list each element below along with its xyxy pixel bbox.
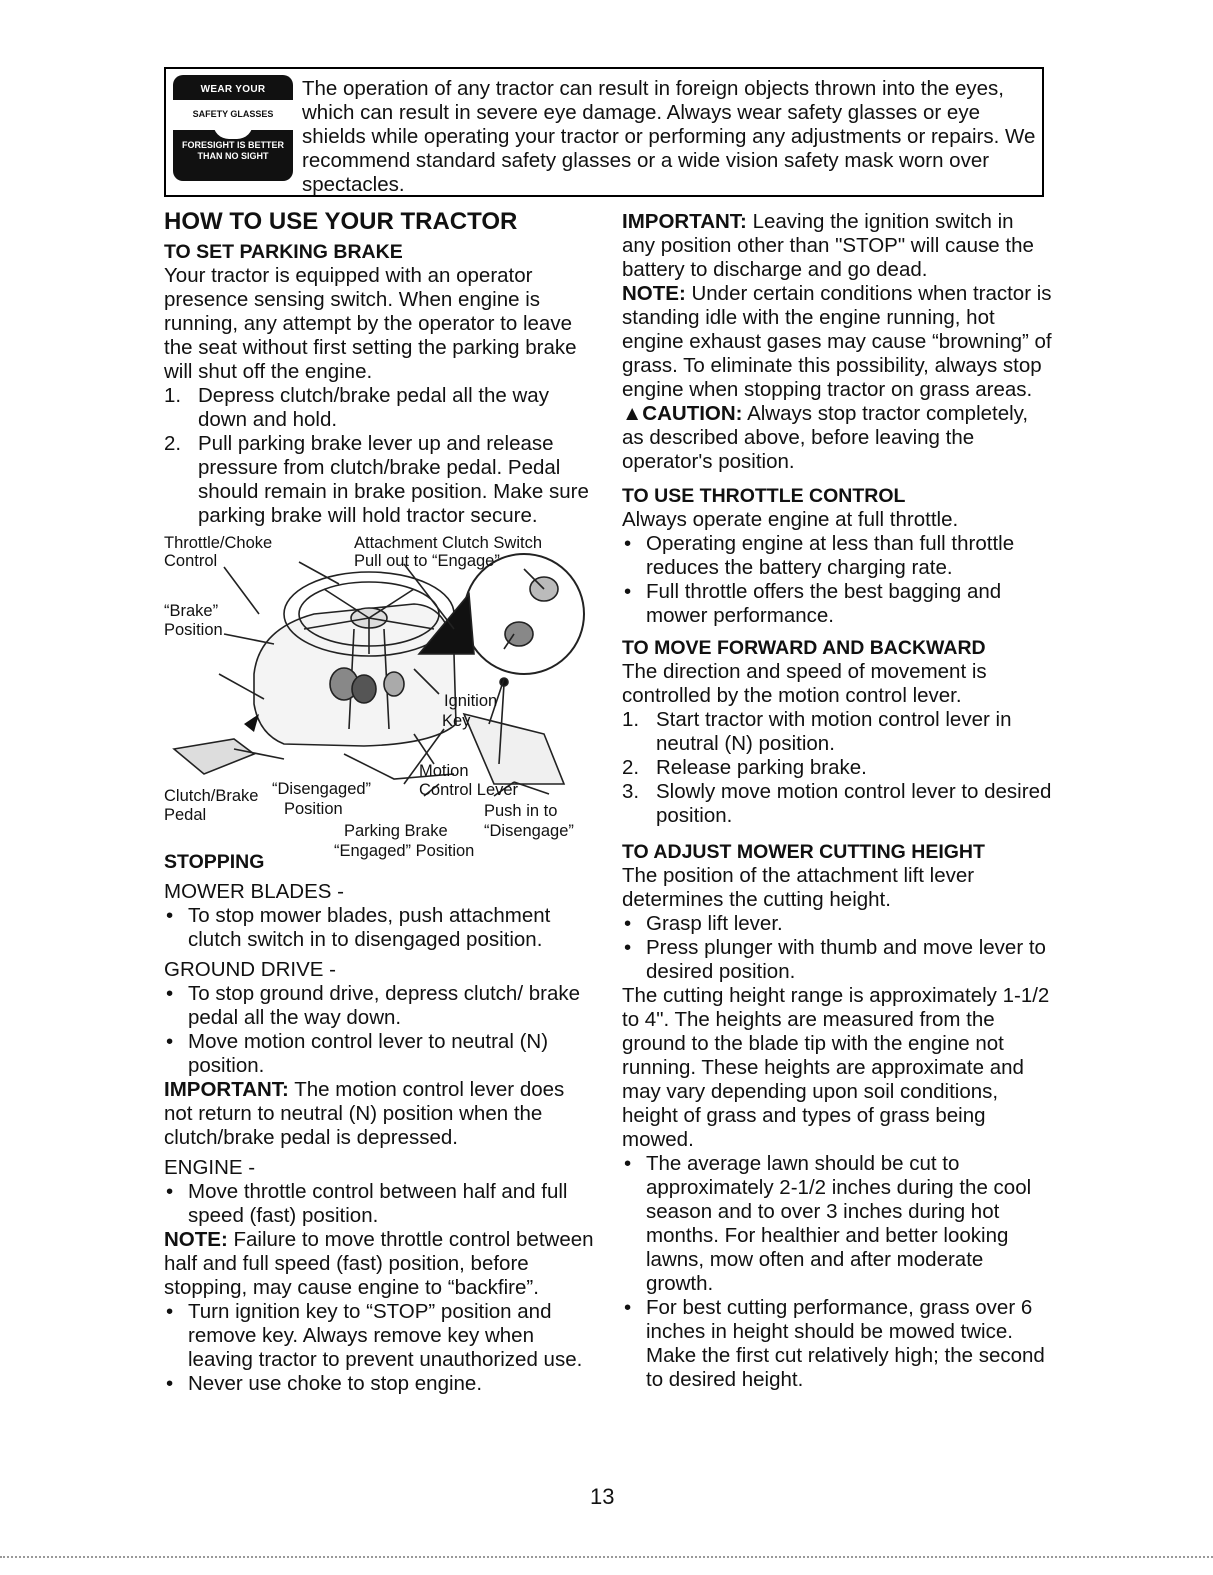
move-heading: TO MOVE FORWARD AND BACKWARD — [622, 637, 986, 659]
right-column — [622, 210, 1052, 1392]
section-title: HOW TO USE YOUR TRACTOR — [164, 208, 518, 235]
throttle-intro: Always operate engine at full throttle. — [622, 508, 959, 531]
list-item: • The average lawn should be cut to approximately 2-1/2 inches during the cool season and to over 3 inches during hot months. For healthier and better looking lawns, mow often and after moderate growth. — [624, 1152, 1032, 1295]
bottom-divider — [0, 1556, 1213, 1558]
motion-lever-label-2: Control Lever — [419, 781, 519, 799]
goggles-icon — [213, 123, 253, 139]
brake-position-label-2: Position — [164, 621, 223, 639]
page-number: 13 — [590, 1484, 615, 1509]
clutch-brake-label-1: Clutch/Brake — [164, 787, 259, 805]
badge-bottom-text-1: FORESIGHT IS BETTER — [181, 140, 284, 150]
list-item: • Grasp lift lever. — [624, 912, 783, 935]
engine-label: ENGINE - — [164, 1156, 256, 1179]
badge-top-text: WEAR YOUR — [200, 84, 266, 95]
push-in-label-1: Push in to — [484, 802, 558, 820]
height-range: The cutting height range is approximately 1-1/2 to 4". The heights are measured from the ground to the blade tip with the engine not running. These heights are approximate and may vary depending upon soil conditions, height of grass and types of grass being mowed. — [622, 984, 1050, 1151]
controls-diagram — [164, 534, 604, 864]
throttle-label-2: Control — [164, 552, 218, 570]
push-in-label-2: “Disengage” — [484, 822, 574, 840]
attachment-switch-label-1: Attachment Clutch Switch — [354, 534, 542, 552]
list-item: • Move throttle control between half and full speed (fast) position. — [166, 1180, 568, 1227]
browning-note: NOTE: Under certain conditions when tractor is standing idle with the engine running, hot engine exhaust gases may cause “browning” of grass. To eliminate this possibility, always stop engine when stopping tractor on grass areas. — [622, 282, 1052, 401]
list-item: • Press plunger with thumb and move lever to desired position. — [624, 936, 1046, 983]
clutch-brake-label-2: Pedal — [164, 806, 207, 824]
list-item: • Turn ignition key to “STOP” position and remove key. Always remove key when leaving tractor to prevent unauthorized use. — [166, 1300, 583, 1371]
list-item: 3. Slowly move motion control lever to desired position. — [622, 780, 1052, 827]
caution-note: ▲CAUTION: Always stop tractor completely, as described above, before leaving the operator's position. — [622, 402, 1029, 473]
ground-drive-label: GROUND DRIVE - — [164, 958, 336, 981]
safety-warning-box — [164, 67, 1044, 197]
ignition-key-label-2: Key — [442, 712, 471, 730]
list-item: • Never use choke to stop engine. — [166, 1372, 483, 1395]
list-item: 2. Release parking brake. — [622, 756, 867, 779]
list-item: • Full throttle offers the best bagging and mower performance. — [624, 580, 1002, 627]
important-note: IMPORTANT: The motion control lever does not return to neutral (N) position when the clutch/brake pedal is depressed. — [164, 1078, 565, 1149]
list-item: 2. Pull parking brake lever up and release pressure from clutch/brake pedal. Pedal should remain in brake position. Make sure parking brake will hold tractor secure. — [164, 432, 589, 527]
mower-blades-label: MOWER BLADES - — [164, 880, 344, 903]
list-item: • For best cutting performance, grass over 6 inches in height should be mowed twice. Make the first cut relatively high; the second to desired height. — [624, 1296, 1045, 1391]
parking-brake-label-1: Parking Brake — [344, 822, 448, 840]
parking-brake-heading: TO SET PARKING BRAKE — [164, 241, 403, 263]
list-item: • Move motion control lever to neutral (N) position. — [166, 1030, 549, 1077]
parking-brake-intro: Your tractor is equipped with an operator presence sensing switch. When engine is running, any attempt by the operator to leave the seat without first setting the parking brake will shut off the engine. — [164, 264, 577, 383]
throttle-label-1: Throttle/Choke — [164, 534, 273, 552]
ignition-key-label-1: Ignition — [444, 692, 498, 710]
left-column — [164, 206, 594, 1396]
height-intro: The position of the attachment lift lever determines the cutting height. — [622, 864, 975, 911]
parking-brake-label-2: “Engaged” Position — [334, 842, 475, 860]
move-intro: The direction and speed of movement is controlled by the motion control lever. — [622, 660, 987, 707]
engine-note: NOTE: Failure to move throttle control between half and full speed (fast) position, before stopping, may cause engine to “backfire”. — [164, 1228, 594, 1299]
ignition-important: IMPORTANT: Leaving the ignition switch in any position other than "STOP" will cause the battery to discharge and go dead. — [622, 210, 1034, 281]
brake-position-label-1: “Brake” — [164, 602, 219, 620]
disengaged-label-2: Position — [284, 800, 343, 818]
motion-lever-label-1: Motion — [419, 762, 469, 780]
throttle-heading: TO USE THROTTLE CONTROL — [622, 485, 906, 507]
height-heading: TO ADJUST MOWER CUTTING HEIGHT — [622, 841, 985, 863]
badge-mid-text: SAFETY GLASSES — [192, 109, 274, 119]
list-item: • To stop ground drive, depress clutch/ brake pedal all the way down. — [166, 982, 580, 1029]
warning-text: The operation of any tractor can result in foreign objects thrown into the eyes, which can result in severe eye damage. Always wear safety glasses or eye shields while operating your tractor or performing any adjustments or repairs. We recommend standard safety glasses or a wide vision safety mask worn over spectacles. — [302, 77, 1036, 196]
list-item: • Operating engine at less than full throttle reduces the battery charging rate. — [624, 532, 1015, 579]
disengaged-label-1: “Disengaged” — [272, 780, 372, 798]
caution-icon: ▲ — [622, 402, 643, 425]
list-item: • To stop mower blades, push attachment clutch switch in to disengaged position. — [166, 904, 551, 951]
stopping-heading: STOPPING — [164, 851, 265, 873]
attachment-switch-label-2: Pull out to “Engage” — [354, 552, 500, 570]
safety-glasses-badge — [173, 75, 293, 181]
list-item: 1. Depress clutch/brake pedal all the way down and hold. — [164, 384, 549, 431]
list-item: 1. Start tractor with motion control lever in neutral (N) position. — [622, 708, 1012, 755]
badge-bottom-text-2: THAN NO SIGHT — [197, 151, 269, 161]
